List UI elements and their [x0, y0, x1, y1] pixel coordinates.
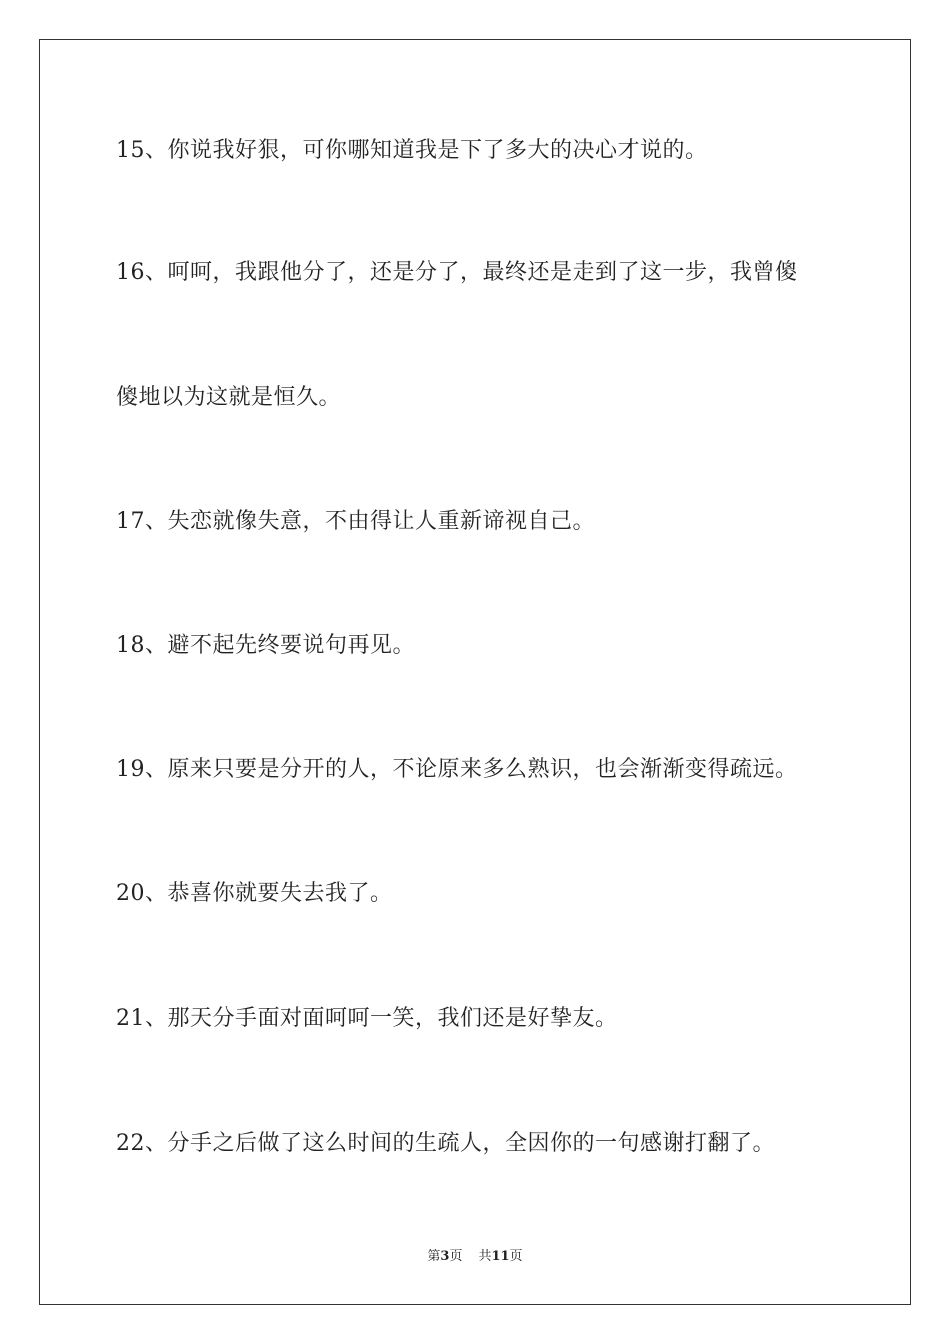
text-line-16: 16、呵呵，我跟他分了，还是分了，最终还是走到了这一步，我曾傻 [116, 260, 798, 285]
total-prefix: 共 [478, 1249, 492, 1264]
page-footer [0, 1248, 950, 1266]
page-suffix: 页 [449, 1249, 463, 1264]
text-line-18: 18、避不起先终要说句再见。 [116, 633, 415, 658]
text-line-20: 20、恭喜你就要失去我了。 [116, 881, 393, 906]
page-border [39, 39, 911, 1305]
text-line-19: 19、原来只要是分开的人，不论原来多么熟识，也会渐渐变得疏远。 [116, 757, 798, 782]
text-line-17: 17、失恋就像失意，不由得让人重新谛视自己。 [116, 509, 595, 534]
total-pages: 11 [491, 1249, 510, 1264]
text-line-15: 15、你说我好狠，可你哪知道我是下了多大的决心才说的。 [116, 138, 708, 163]
page-prefix: 第 [427, 1249, 441, 1264]
text-line-22: 22、分手之后做了这么时间的生疏人，全因你的一句感谢打翻了。 [116, 1131, 775, 1156]
text-line-21: 21、那天分手面对面呵呵一笑，我们还是好挚友。 [116, 1006, 618, 1031]
page-number: 3 [440, 1249, 450, 1264]
text-line-16-continued: 傻地以为这就是恒久。 [116, 385, 342, 410]
total-suffix: 页 [509, 1249, 523, 1264]
